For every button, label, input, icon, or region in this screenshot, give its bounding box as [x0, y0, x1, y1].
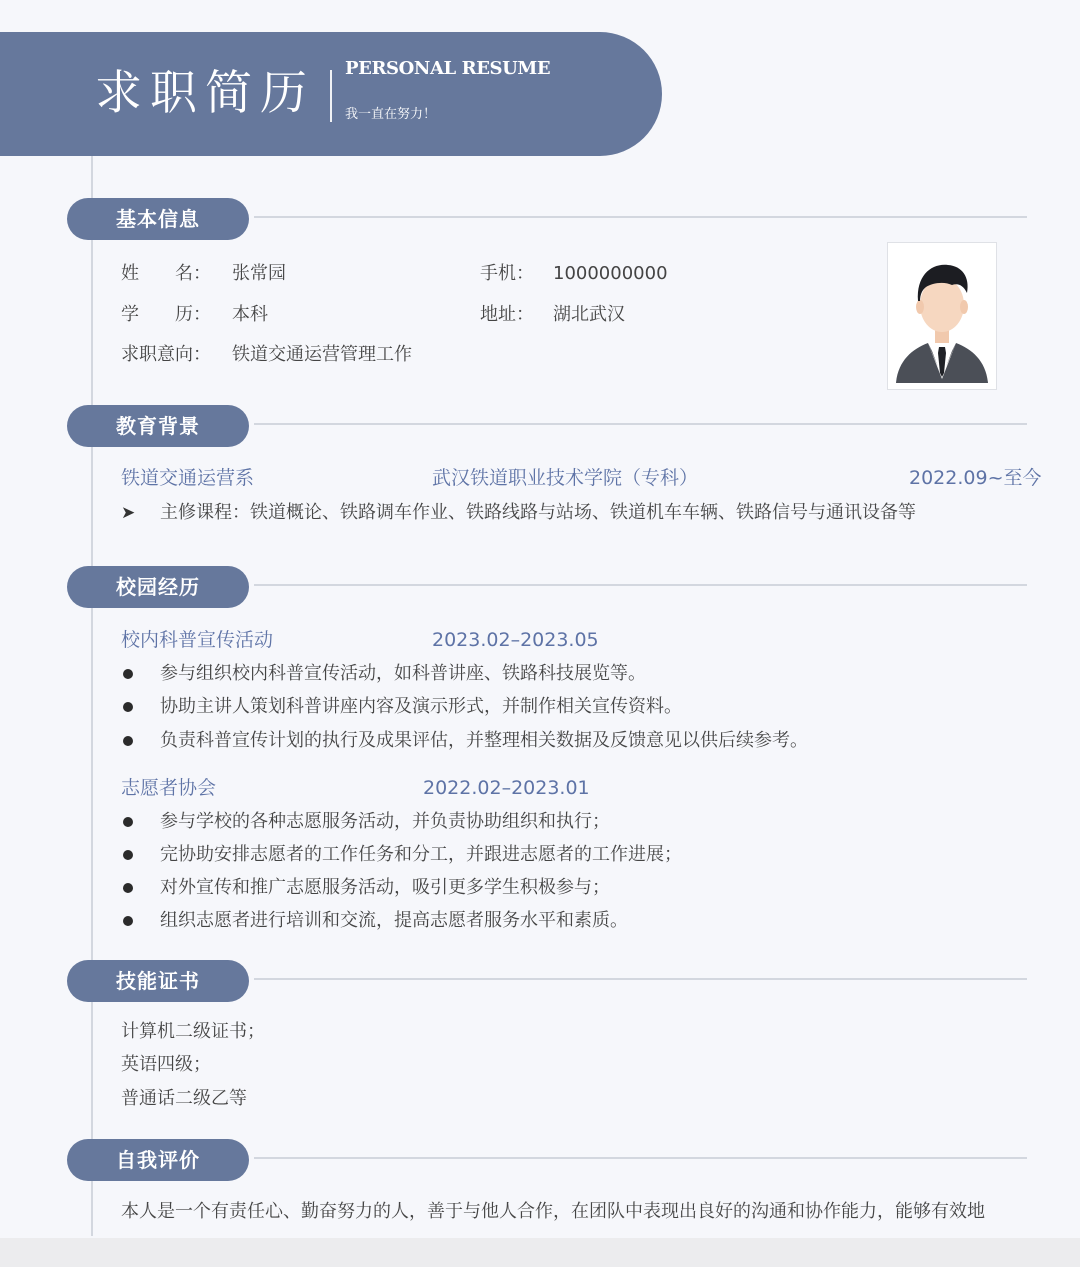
list-item: 负责科普宣传计划的执行及成果评估，并整理相关数据及反馈意见以供后续参考。 [160, 730, 808, 751]
section-heading-skills: 技能证书 [67, 960, 249, 1002]
person-in-suit-icon [888, 243, 996, 389]
education-courses: 主修课程：铁道概论、铁路调车作业、铁路线路与站场、铁道机车车辆、铁路信号与通讯设备等 [160, 502, 916, 523]
education-value: 本科 [232, 304, 268, 325]
education-label: 学 历： [121, 304, 211, 325]
name-value: 张常园 [232, 263, 286, 284]
bullet-dot-icon [123, 817, 133, 827]
address-label: 地址： [480, 304, 534, 325]
bullet-dot-icon [123, 883, 133, 893]
header-divider [330, 70, 332, 122]
skill-item: 英语四级； [121, 1054, 211, 1075]
campus-entry-title: 志愿者协会 [121, 777, 217, 799]
resume-title: 求职简历 [95, 66, 315, 121]
self-eval-text: 本人是一个有责任心、勤奋努力的人，善于与他人合作，在团队中表现出良好的沟通和协作能力，能够有效地 [121, 1201, 985, 1222]
campus-entry-period: 2023.02–2023.05 [432, 629, 599, 651]
section-divider [254, 1157, 1027, 1159]
list-item: 参与组织校内科普宣传活动，如科普讲座、铁路科技展览等。 [160, 663, 646, 684]
section-divider [254, 584, 1027, 586]
profile-photo [887, 242, 997, 390]
resume-title-en: PERSONAL RESUME [345, 58, 551, 79]
list-item: 组织志愿者进行培训和交流，提高志愿者服务水平和素质。 [160, 910, 628, 931]
section-heading-education: 教育背景 [67, 405, 249, 447]
section-divider [254, 216, 1027, 218]
section-heading-basic-info: 基本信息 [67, 198, 249, 240]
page-bottom-strip [0, 1238, 1080, 1267]
bullet-dot-icon [123, 916, 133, 926]
list-item: 协助主讲人策划科普讲座内容及演示形式，并制作相关宣传资料。 [160, 696, 682, 717]
intention-value: 铁道交通运营管理工作 [232, 344, 412, 365]
education-major: 铁道交通运营系 [121, 467, 255, 489]
bullet-dot-icon [123, 850, 133, 860]
section-heading-self-eval: 自我评价 [67, 1139, 249, 1181]
phone-label: 手机： [480, 263, 534, 284]
arrow-bullet-icon: ➤ [121, 503, 136, 523]
section-divider [254, 978, 1027, 980]
education-period: 2022.09~至今 [909, 467, 1042, 489]
section-divider [254, 423, 1027, 425]
campus-entry-period: 2022.02–2023.01 [423, 777, 590, 799]
list-item: 对外宣传和推广志愿服务活动，吸引更多学生积极参与； [160, 877, 610, 898]
address-value: 湖北武汉 [553, 304, 625, 325]
bullet-dot-icon [123, 736, 133, 746]
education-school: 武汉铁道职业技术学院（专科） [432, 467, 699, 489]
bullet-dot-icon [123, 669, 133, 679]
phone-value: 1000000000 [553, 263, 668, 284]
resume-subtitle: 我一直在努力！ [345, 107, 437, 122]
intention-label: 求职意向： [121, 344, 211, 365]
timeline-line [91, 156, 93, 1236]
list-item: 完协助安排志愿者的工作任务和分工，并跟进志愿者的工作进展； [160, 844, 682, 865]
skill-item: 计算机二级证书； [121, 1021, 265, 1042]
section-heading-campus: 校园经历 [67, 566, 249, 608]
bullet-dot-icon [123, 702, 133, 712]
list-item: 参与学校的各种志愿服务活动，并负责协助组织和执行； [160, 811, 610, 832]
name-label: 姓 名： [121, 263, 211, 284]
skill-item: 普通话二级乙等 [121, 1088, 247, 1109]
campus-entry-title: 校内科普宣传活动 [121, 629, 274, 651]
